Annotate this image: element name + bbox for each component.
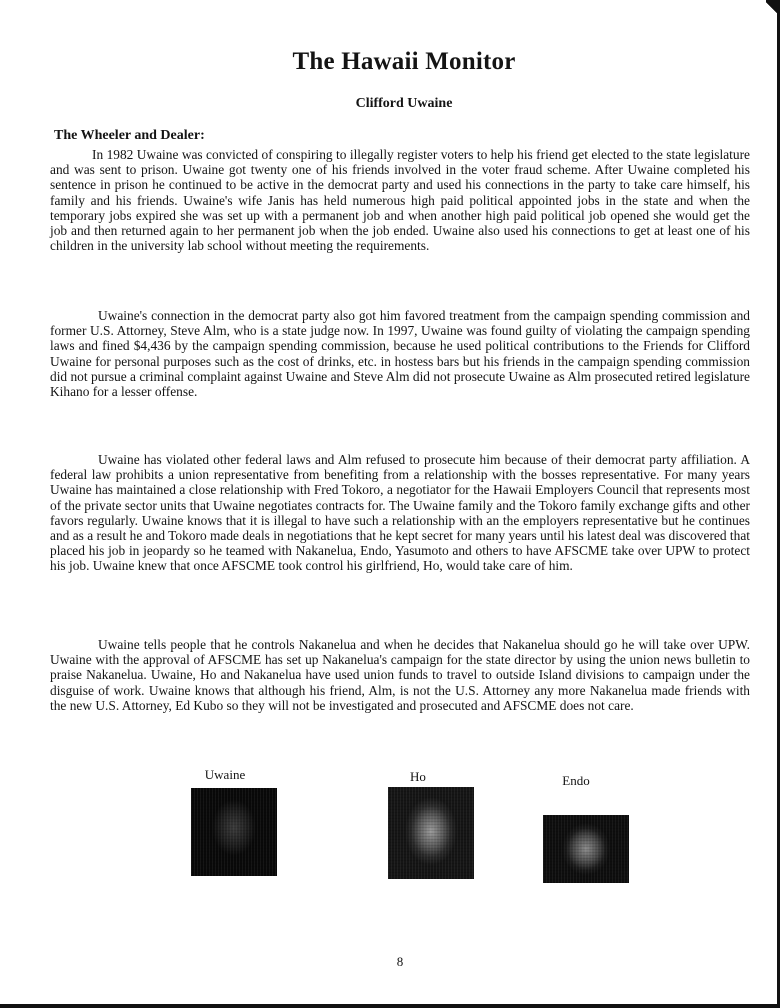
- newsletter-title: The Hawaii Monitor: [292, 48, 516, 75]
- paragraph-4: Uwaine tells people that he controls Nakanelua and when he decides that Nakanelua should go he will take over UPW. Uwaine with the approval of AFSCME has set up Nakanelua's campaign for the state director by using the union news bulletin to praise Nakanelua. Uwaine, Ho and Nakanelua have used union funds to travel to outside Island divisions to campaign under the disguise of work. Uwaine knows that although his friend, Alm, is not the U.S. Attorney any more Nakanelua made friends with the new U.S. Attorney, Ed Kubo so they will not be investigated and prosecuted and AFSCME does not care.: [50, 637, 750, 713]
- paragraph-1: In 1982 Uwaine was convicted of conspiring to illegally register voters to help his friend get elected to the state legislature and was sent to prison. Uwaine got twenty one of his friends involved in the voter fraud scheme. After Uwaine completed his sentence in prison he continued to be active in the democrat party and used his connections in the party to take care himself, his family and his friends. Uwaine's wife Janis has held numerous high paid political appointed jobs in the state and when the temporary jobs expired she was set up with a permanent job and when another high paid political job opened she would get the job and then returned again to her permanent job when the job ended. Uwaine also used his connections to get at least one of his children in the university lab school without meeting the requirements.: [50, 147, 750, 254]
- article-subject: Clifford Uwaine: [355, 96, 453, 111]
- portrait-photo-ho: [388, 787, 474, 879]
- portrait-photo-uwaine: [191, 788, 277, 876]
- paragraph-3: Uwaine has violated other federal laws and Alm refused to prosecute him because of their democrat party affiliation. A federal law prohibits a union representative from benefiting from a relationship with the bosses representative. For many years Uwaine has maintained a close relationship with Fred Tokoro, a negotiator for the Hawaii Employers Council that represents most of the private sector units that Uwaine negotiates contracts for. The Uwaine family and the Tokoro family exchange gifts and other favors regularly. Uwaine knows that it is illegal to have such a relationship with an the employers representative but he continues and as a result he and Tokoro made deals in negotiations that he kept secret for many years until his latest deal was discovered that placed his job in jeopardy so he teamed with Nakanelua, Endo, Yasumoto and others to have AFSCME take over UPW to protect his job. Uwaine knew that once AFSCME took control his girlfriend, Ho, would take care of him.: [50, 452, 750, 574]
- photo-caption-ho: Ho: [410, 769, 426, 784]
- page-number: 8: [396, 954, 404, 969]
- photo-caption-uwaine: Uwaine: [204, 767, 246, 782]
- scan-corner-mark: [766, 0, 780, 26]
- paragraph-2: Uwaine's connection in the democrat party also got him favored treatment from the campaign spending commission and former U.S. Attorney, Steve Alm, who is a state judge now. In 1997, Uwaine was found guilty of violating the campaign spending laws and fined $4,436 by the campaign spending commission, because he used political contributions to the Friends for Clifford Uwaine for personal purposes such as the cost of drinks, etc. in hostess bars but his friends in the campaign spending commission did not pursue a criminal complaint against Uwaine and Steve Alm did not prosecute Uwaine as Alm prosecuted retired legislature Kihano for a lesser offense.: [50, 308, 750, 400]
- section-heading: The Wheeler and Dealer:: [54, 128, 205, 143]
- photo-caption-endo: Endo: [562, 773, 590, 788]
- portrait-photo-endo: [543, 815, 629, 883]
- scan-border-bottom: [0, 1004, 780, 1008]
